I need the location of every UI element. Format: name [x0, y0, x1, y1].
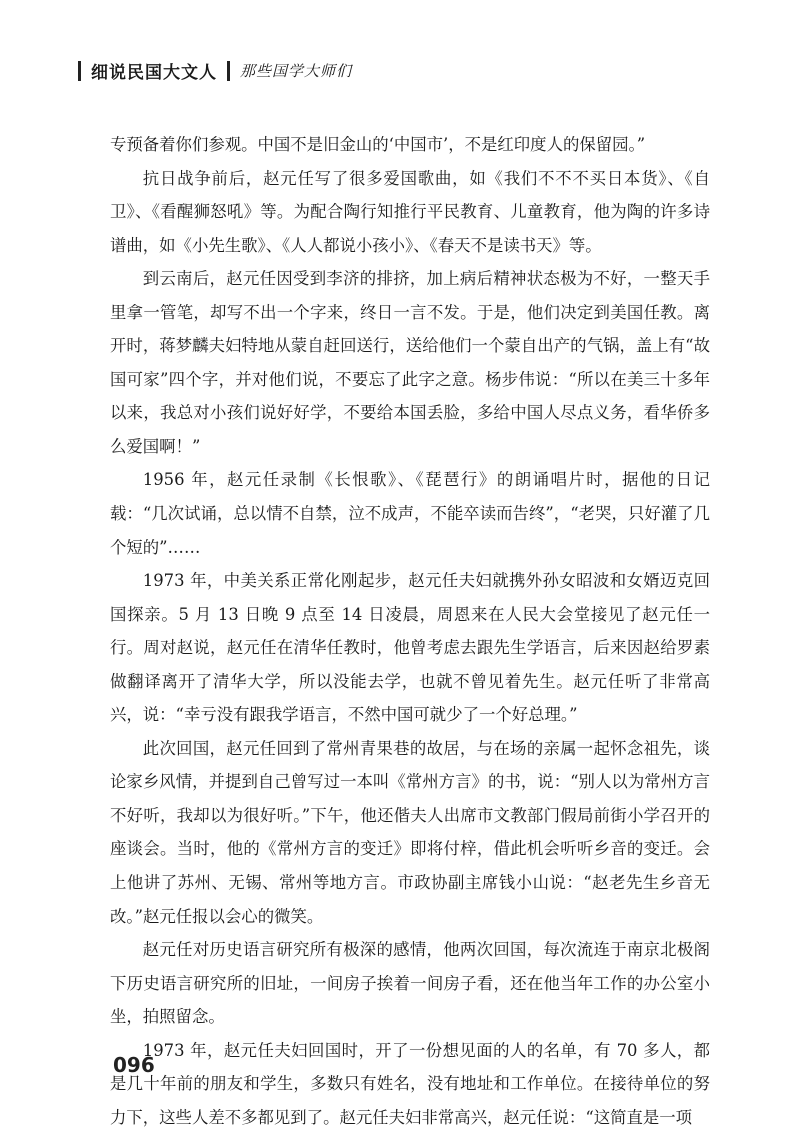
paragraph: 此次回国，赵元任回到了常州青果巷的故居，与在场的亲属一起怀念祖先，谈论家乡风情，并提到自己曾写过一本叫《常州方言》的书，说：“别人以为常州方言不好听，我却以为很好听。”下午，他还偕夫人出席市文教部门假局前街小学召开的座谈会。当时，他的《常州方言的变迁》即将付梓，借此机会听听乡音的变迁。会上他讲了苏州、无锡、常州等地方言。市政协副主席钱小山说：“赵老先生乡音无改。”赵元任报以会心的微笑。: [110, 738, 710, 926]
body-text: [110, 128, 710, 1134]
book-title: 细说民国大文人: [91, 63, 217, 83]
paragraph: 抗日战争前后，赵元任写了很多爱国歌曲，如《我们不不不买日本货》、《自卫》、《看醒狮怒吼》等。为配合陶行知推行平民教育、儿童教育，他为陶的许多诗谱曲，如《小先生歌》、《人人都说小孩小》、《春天不是读书天》等。: [110, 168, 710, 255]
running-header: [78, 58, 352, 83]
paragraph: 赵元任对历史语言研究所有极深的感情，他两次回国，每次流连于南京北极阁下历史语言研究所的旧址，一间房子挨着一间房子看，还在他当年工作的办公室小坐，拍照留念。: [110, 940, 710, 1027]
paragraph: 1973 年，中美关系正常化刚起步，赵元任夫妇就携外孙女昭波和女婿迈克回国探亲。5 月 13 日晚 9 点至 14 日凌晨，周恩来在人民大会堂接见了赵元任一行。周对赵说，赵元任在清华任教时，他曾考虑去跟先生学语言，后来因赵给罗素做翻译离开了清华大学，所以没能去学，也就不曾见着先生。赵元任听了非常高兴，说：“幸亏没有跟我学语言，不然中国可就少了一个好总理。”: [110, 571, 710, 725]
header-separator-bar: [227, 61, 230, 81]
paragraph: 到云南后，赵元任因受到李济的排挤，加上病后精神状态极为不好，一整天手里拿一管笔，却写不出一个字来，终日一言不发。于是，他们决定到美国任教。离开时，蒋梦麟夫妇特地从蒙自赶回送行，送给他们一个蒙自出产的气锅，盖上有“故国可家”四个字，并对他们说，不要忘了此字之意。杨步伟说：“所以在美三十多年以来，我总对小孩们说好好学，不要给本国丢脸，多给中国人尽点义务，看华侨多么爱国啊！”: [110, 269, 710, 456]
chapter-subtitle: 那些国学大师们: [240, 62, 353, 80]
header-left-bar: [78, 61, 81, 81]
paragraph: 1956 年，赵元任录制《长恨歌》、《琵琶行》的朗诵唱片时，据他的日记载：“几次试诵，总以情不自禁，泣不成声，不能卒读而告终”，“老哭，只好灌了几个短的”……: [110, 470, 710, 557]
paragraph: 1973 年，赵元任夫妇回国时，开了一份想见面的人的名单，有 70 多人，都是几十年前的朋友和学生，多数只有姓名，没有地址和工作单位。在接待单位的努力下，这些人差不多都见到了。赵元任夫妇非常高兴，赵元任说：“这简直是一项: [110, 1040, 710, 1127]
paragraph-continued: 专预备着你们参观。中国不是旧金山的‘中国市’，不是红印度人的保留园。”: [110, 135, 646, 154]
page-number: 096: [113, 1053, 155, 1077]
